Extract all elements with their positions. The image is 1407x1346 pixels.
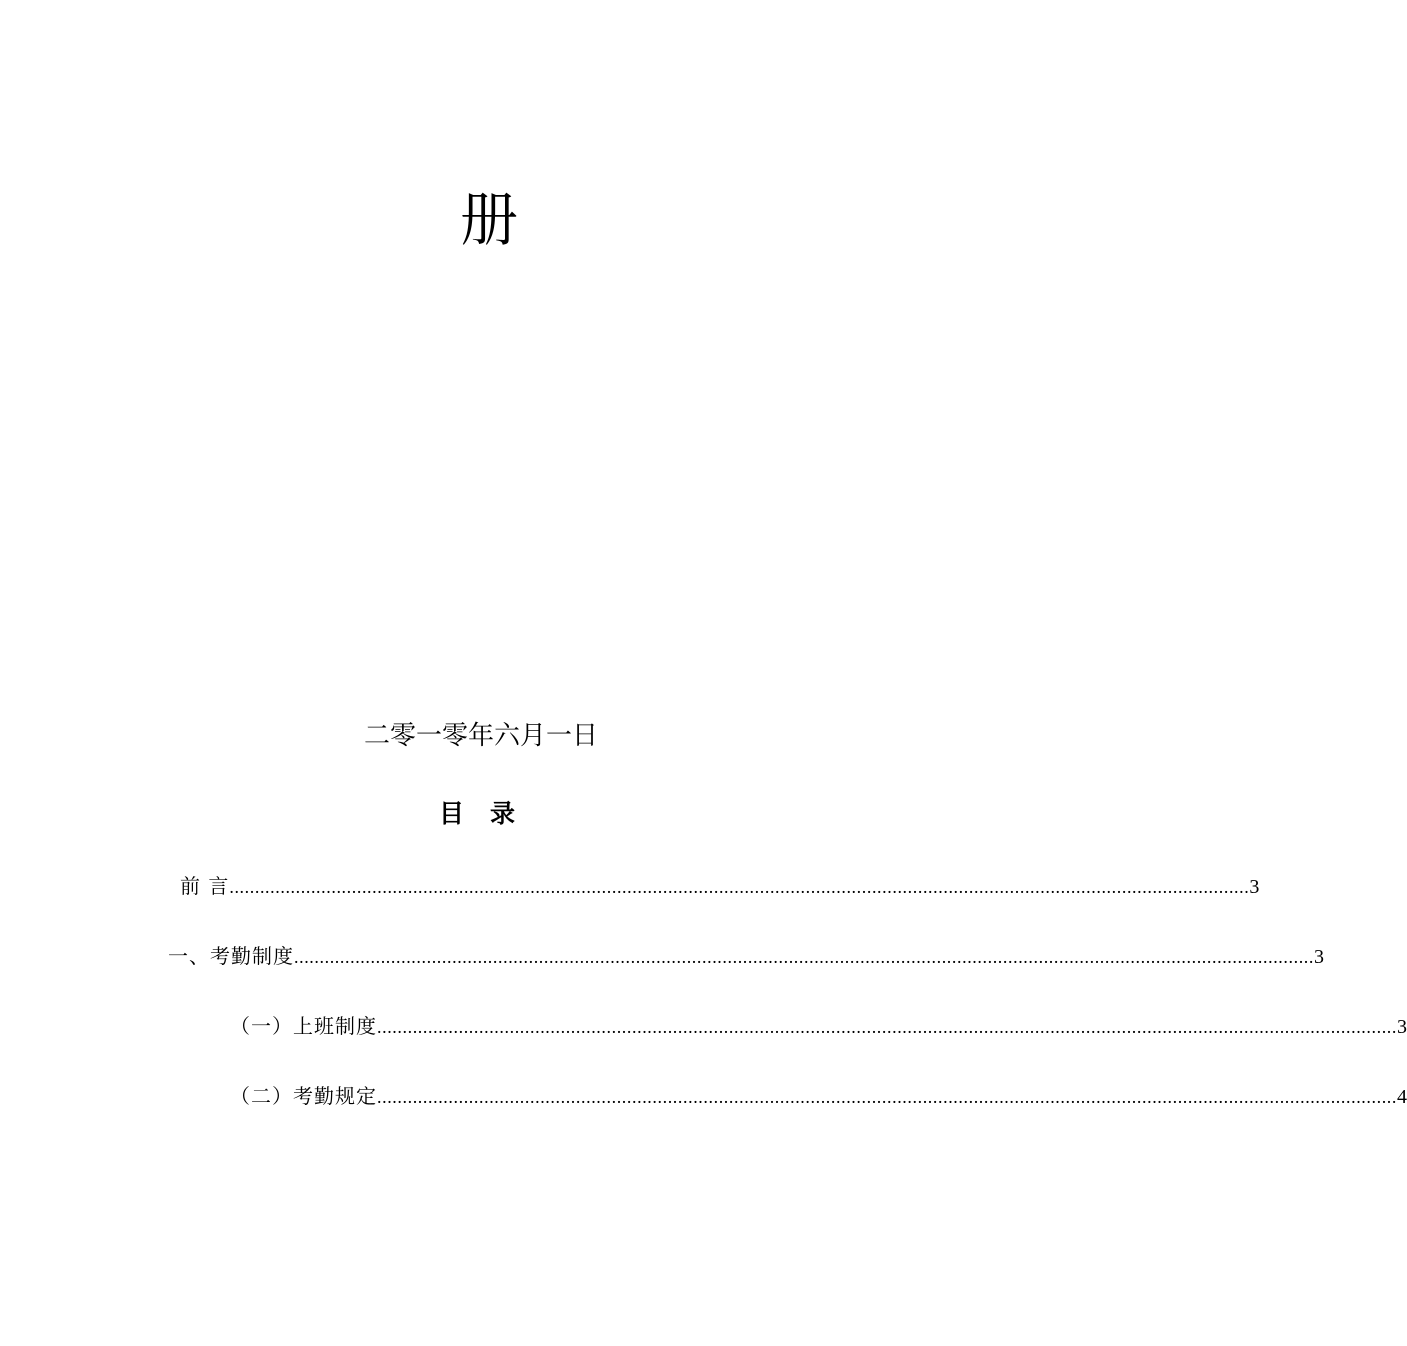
toc-heading-left: 目 — [438, 799, 464, 828]
toc-entry[interactable] — [180, 871, 1260, 902]
toc-dot-leader: ........................................................................................................................................................................................................ — [294, 947, 1314, 967]
toc-entry-page: 4 — [1397, 1086, 1407, 1108]
document-date: 二零一零年六月一日 — [363, 721, 598, 751]
toc-entry[interactable] — [168, 941, 1324, 972]
toc-dot-leader: ........................................................................................................................................................................................................ — [377, 1087, 1397, 1107]
toc-entry[interactable] — [230, 1011, 1407, 1042]
toc-entry[interactable] — [230, 1081, 1407, 1112]
toc-entry-page: 3 — [1249, 876, 1260, 898]
toc-dot-leader: ........................................................................................................................................................................................................ — [377, 1017, 1397, 1037]
toc-heading-right: 录 — [490, 799, 516, 828]
toc-entry-label: （一）上班制度 — [230, 1014, 377, 1038]
toc-entry-label: 一、考勤制度 — [168, 944, 294, 968]
toc-dot-leader: ........................................................................................................................................................................................................ — [229, 877, 1250, 897]
cover-title-char: 册 — [459, 186, 518, 254]
toc-heading — [0, 794, 954, 834]
toc-entry-page: 3 — [1397, 1016, 1407, 1038]
toc-entry-page: 3 — [1314, 946, 1324, 968]
toc-entry-label: （二）考勤规定 — [230, 1084, 377, 1108]
toc-entry-label: 前 言 — [180, 874, 230, 898]
